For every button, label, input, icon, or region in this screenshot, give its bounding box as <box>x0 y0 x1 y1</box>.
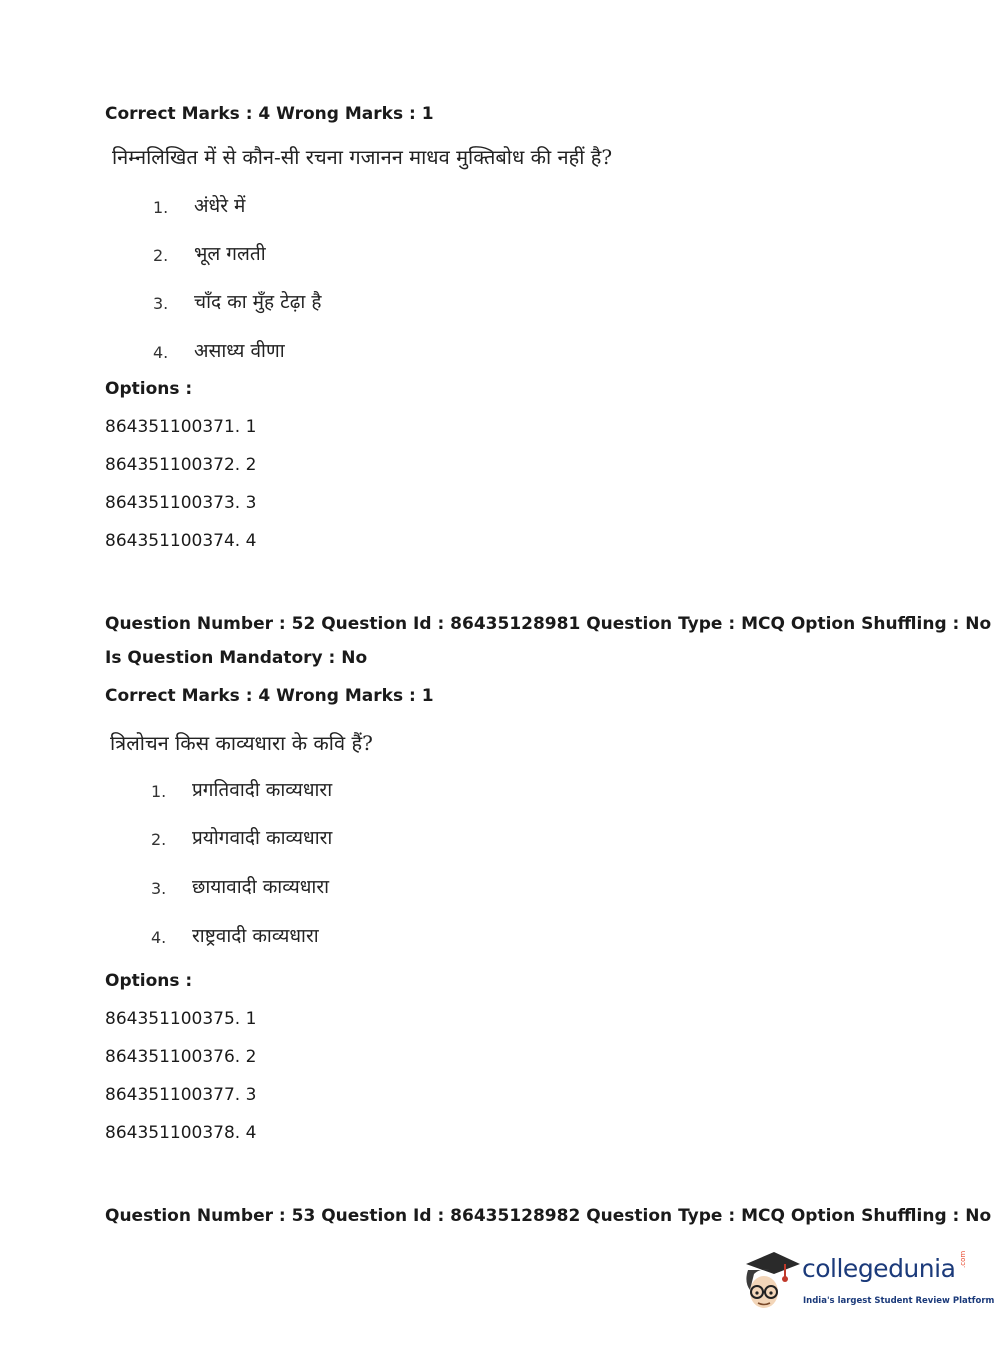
q52-option-id-3: 864351100377. 3 <box>105 1085 257 1105</box>
q51-choice-2-number: 2. <box>153 246 169 265</box>
logo-tagline: India's largest Student Review Platform <box>803 1296 995 1306</box>
q51-choice-1-number: 1. <box>153 198 169 217</box>
q52-question-text: त्रिलोचन किस काव्यधारा के कवि हैं? <box>110 731 373 755</box>
q52-marks: Correct Marks : 4 Wrong Marks : 1 <box>105 686 434 706</box>
q51-question-text: निम्नलिखित में से कौन-सी रचना गजानन माधव मुक्तिबोध की नहीं है? <box>112 145 613 169</box>
q52-choice-4-number: 4. <box>151 928 167 947</box>
q52-header: Question Number : 52 Question Id : 86435128981 Question Type : MCQ Option Shuffling : No <box>105 614 992 634</box>
q52-choice-1-number: 1. <box>151 782 167 801</box>
q52-choice-2-number: 2. <box>151 830 167 849</box>
q51-choice-1-text: अंधेरे में <box>194 195 246 217</box>
q52-mandatory: Is Question Mandatory : No <box>105 648 368 668</box>
q52-choice-3-text: छायावादी काव्यधारा <box>192 876 330 898</box>
logo-dotcom: .com <box>959 1250 967 1268</box>
q53-header: Question Number : 53 Question Id : 86435128982 Question Type : MCQ Option Shuffling : No <box>105 1206 992 1226</box>
q51-options-label: Options : <box>105 379 193 399</box>
q51-choice-4-text: असाध्य वीणा <box>194 340 285 362</box>
q51-choice-2-text: भूल गलती <box>194 243 266 265</box>
q52-options-label: Options : <box>105 971 193 991</box>
q52-option-id-1: 864351100375. 1 <box>105 1009 257 1029</box>
q51-option-id-1: 864351100371. 1 <box>105 417 257 437</box>
q52-choice-1-text: प्रगतिवादी काव्यधारा <box>192 779 333 801</box>
student-mascot-icon <box>740 1248 800 1314</box>
q51-choice-3-text: चाँद का मुँह टेढ़ा है <box>194 291 322 313</box>
q51-choice-3-number: 3. <box>153 294 169 313</box>
q52-choice-2-text: प्रयोगवादी काव्यधारा <box>192 827 333 849</box>
q52-choice-4-text: राष्ट्रवादी काव्यधारा <box>192 925 319 947</box>
q51-option-id-3: 864351100373. 3 <box>105 493 257 513</box>
q52-option-id-2: 864351100376. 2 <box>105 1047 257 1067</box>
logo-wordmark: collegedunia <box>802 1254 956 1283</box>
collegedunia-logo <box>740 1248 995 1314</box>
q52-option-id-4: 864351100378. 4 <box>105 1123 257 1143</box>
q51-option-id-4: 864351100374. 4 <box>105 531 257 551</box>
q51-option-id-2: 864351100372. 2 <box>105 455 257 475</box>
q51-marks: Correct Marks : 4 Wrong Marks : 1 <box>105 104 434 124</box>
q51-choice-4-number: 4. <box>153 343 169 362</box>
q52-choice-3-number: 3. <box>151 879 167 898</box>
